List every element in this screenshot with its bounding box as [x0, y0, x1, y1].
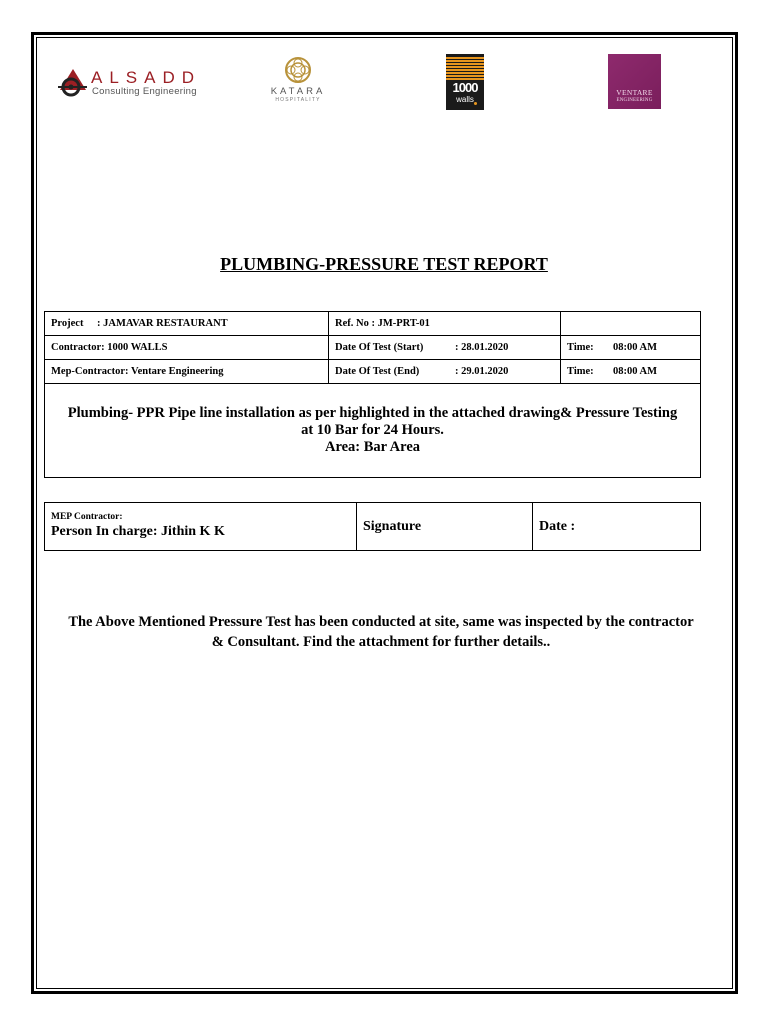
time-value-1: 08:00 AM [613, 342, 658, 353]
contractor-row [45, 336, 701, 360]
person-in-charge: Person In charge: Jithin K K [51, 523, 225, 539]
time-start-cell [561, 336, 701, 360]
end-label: Date Of Test (End) [335, 366, 420, 377]
start-label: Date Of Test (Start) [335, 342, 424, 353]
project-cell [45, 312, 329, 336]
signoff-row [45, 503, 701, 551]
mep-contractor-cell: Mep-Contractor: Ventare Engineering [45, 360, 329, 384]
project-row [45, 312, 701, 336]
person-in-charge-cell [45, 503, 357, 551]
description-line-1: Plumbing- PPR Pipe line installation as per highlighted in the attached drawing& Pressure Testing [67, 405, 678, 421]
walls-dot [474, 102, 477, 105]
time-end-cell [561, 360, 701, 384]
contractor-cell: Contractor: 1000 WALLS [45, 336, 329, 360]
date-cell: Date : [533, 503, 701, 551]
signature-cell: Signature [357, 503, 533, 551]
walls-number: 1000 [452, 80, 478, 95]
project-value: : JAMAVAR RESTAURANT [97, 318, 228, 329]
time-label-1: Time: [567, 342, 594, 353]
ventare-sub: ENGINEERING [616, 98, 653, 103]
time-value-2: 08:00 AM [613, 366, 658, 377]
description-row [45, 384, 701, 478]
mep-contractor-label: MEP Contractor: [51, 511, 123, 522]
end-value: : 29.01.2020 [455, 366, 509, 377]
time-label-2: Time: [567, 366, 594, 377]
note-line-1: The Above Mentioned Pressure Test has been conducted at site, same was inspected by the contractor [68, 614, 694, 630]
test-start-cell [329, 336, 561, 360]
project-label: Project [51, 318, 84, 329]
katara-logo [262, 56, 334, 112]
description-line-3: Area: Bar Area [324, 439, 421, 455]
1000-walls-logo [446, 54, 484, 110]
alsadd-logo [58, 68, 208, 102]
katara-name: KATARA [270, 86, 326, 97]
mep-row [45, 360, 701, 384]
description-line-2: at 10 Bar for 24 Hours. [301, 422, 444, 438]
alsadd-name: ALSADD [91, 68, 202, 87]
report-title: PLUMBING-PRESSURE TEST REPORT [220, 254, 548, 274]
conclusion-note [50, 612, 712, 652]
alsadd-sub: Consulting Engineering [92, 86, 197, 97]
project-info-table [44, 311, 701, 478]
test-end-cell [329, 360, 561, 384]
ventare-name: VENTARE [616, 88, 653, 97]
note-line-2: & Consultant. Find the attachment for further details.. [211, 634, 551, 650]
walls-word: walls [456, 95, 474, 104]
katara-sub: HOSPITALITY [275, 97, 321, 103]
signoff-table [44, 502, 701, 551]
ventare-logo [608, 54, 661, 109]
alsadd-emblem-icon [58, 68, 88, 100]
walls-stripes [446, 57, 484, 81]
description-cell [45, 384, 701, 478]
empty-cell [561, 312, 701, 336]
katara-emblem-icon [284, 56, 312, 84]
start-value: : 28.01.2020 [455, 342, 509, 353]
ref-no-cell: Ref. No : JM-PRT-01 [329, 312, 561, 336]
